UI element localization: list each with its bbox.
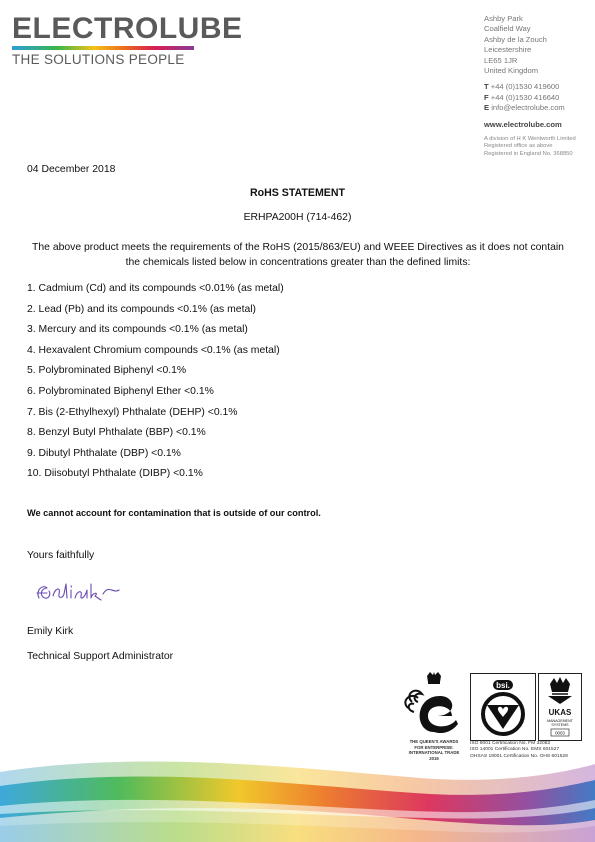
list-item: 10. Diisobutyl Phthalate (DIBP) <0.1% (27, 468, 203, 480)
address-line: Coalfield Way (484, 24, 531, 34)
company-note: Registered office as above (484, 143, 553, 150)
list-item: 4. Hexavalent Chromium compounds <0.1% (as metal) (27, 344, 280, 356)
list-item: 2. Lead (Pb) and its compounds <0.1% (as metal) (27, 303, 257, 315)
list-item: 6. Polybrominated Biphenyl Ether <0.1% (27, 385, 214, 397)
electrolube-logo (12, 14, 243, 67)
list-item: 3. Mercury and its compounds <0.1% (as metal) (27, 324, 248, 336)
substance-list (27, 282, 284, 488)
list-item: 1. Cadmium (Cd) and its compounds <0.01% (as metal) (27, 283, 284, 294)
intro-paragraph: The above product meets the requirements of the RoHS (2015/863/EU) and WEEE Directives as it does not contain the chemicals listed below in concentrations greater than the defined limits: (32, 242, 564, 268)
company-address-block (484, 14, 576, 158)
website-link[interactable]: www.electrolube.com (484, 119, 562, 129)
email-line[interactable]: E info@electrolube.com (484, 103, 565, 113)
ukas-label: UKAS (548, 708, 572, 717)
address-line: Leicestershire (484, 45, 532, 55)
address-line: Ashby Park (484, 14, 523, 23)
address-line: LE65 1JR (484, 55, 518, 65)
product-code: ERHPA200H (714-462) (243, 212, 352, 223)
certification-numbers: ISO 9001 Certification No. FM 32082 ISO 14001 Certification No. EMS 601527 OHSAS 18001 Certification No. OHS 601528 (470, 741, 568, 759)
contamination-disclaimer: We cannot account for contamination that is outside of our control. (27, 508, 321, 518)
phone-line: T +44 (0)1530 419600 (484, 82, 560, 92)
letter-date: 04 December 2018 (27, 164, 116, 175)
document-title: RoHS STATEMENT (250, 187, 345, 199)
bsi-label: bsi. (496, 681, 510, 690)
rainbow-swoosh-footer (0, 720, 595, 842)
list-item: 5. Polybrominated Biphenyl <0.1% (27, 365, 187, 377)
list-item: 9. Dibutyl Phthalate (DBP) <0.1% (27, 447, 181, 459)
company-note: A division of H K Wentworth Limited (484, 136, 576, 143)
address-line: Ashby de la Zouch (484, 34, 547, 44)
award-caption: THE QUEEN'S AWARDS FOR ENTERPRISE: INTERNATIONAL TRADE 2016 (408, 739, 460, 761)
brand-name: ELECTROLUBE (12, 12, 243, 45)
signatory-name: Emily Kirk (27, 626, 74, 637)
logo-color-bar (12, 46, 194, 50)
company-note: Registered in England No. 368850 (484, 150, 573, 157)
closing-salutation: Yours faithfully (27, 550, 95, 561)
list-item: 8. Benzyl Butyl Phthalate (BBP) <0.1% (27, 427, 206, 439)
address-line: United Kingdom (484, 66, 539, 76)
svg-text:SYSTEMS: SYSTEMS (551, 723, 569, 727)
brand-tagline: THE SOLUTIONS PEOPLE (12, 52, 185, 67)
fax-line: F +44 (0)1530 416640 (484, 92, 560, 102)
list-item: 7. Bis (2-Ethylhexyl) Phthalate (DEHP) <0.1% (27, 406, 238, 418)
signatory-role: Technical Support Administrator (27, 651, 174, 662)
svg-text:MANAGEMENT: MANAGEMENT (547, 719, 573, 723)
ukas-number: 0003 (555, 730, 565, 736)
handwritten-signature (33, 576, 123, 610)
